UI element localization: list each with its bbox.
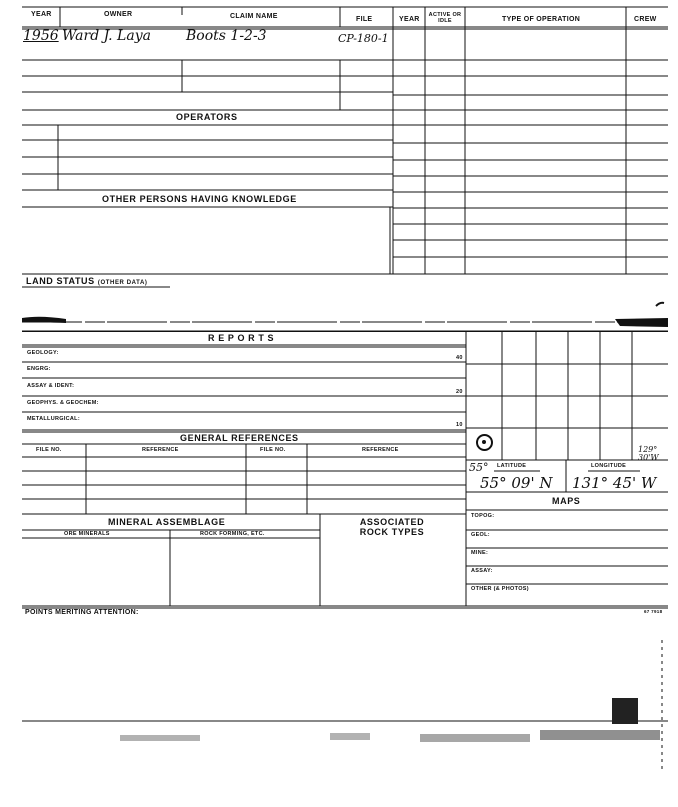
header-file: FILE (356, 16, 373, 23)
longitude-value: 131° 45' W (572, 474, 657, 492)
operators-label: OPERATORS (176, 112, 238, 122)
maps-row-other: OTHER (& PHOTOS) (471, 586, 529, 592)
latitude-label: LATITUDE (497, 463, 527, 469)
reports-title: R E P O R T S (208, 333, 275, 343)
report-num-geology: 40 (456, 355, 463, 361)
longitude-label: LONGITUDE (591, 463, 627, 469)
header-type-of-operation: TYPE OF OPERATION (502, 16, 581, 23)
entry-claim-name: Boots 1-2-3 (186, 28, 267, 44)
ref-col-reference: REFERENCE (142, 447, 179, 453)
associated-rock-types-line2: ROCK TYPES (359, 527, 425, 537)
entry-year: 1956 (23, 28, 59, 44)
report-row-assay: ASSAY & IDENT: (27, 383, 75, 389)
latitude-prefix: 55° (469, 461, 489, 474)
maps-row-assay: ASSAY: (471, 568, 493, 574)
maps-row-topog: TOPOG: (471, 513, 495, 519)
report-num-metallurgical: 10 (456, 422, 463, 428)
corner-note: 129° 30'W (638, 445, 659, 462)
entry-owner: Ward J. Laya (62, 28, 151, 44)
land-status-label (26, 277, 148, 286)
ref-col-file-no: FILE NO. (36, 447, 62, 453)
land-status-sub: (OTHER DATA) (97, 280, 148, 286)
maps-row-geol: GEOL: (471, 532, 490, 538)
report-row-geology: GEOLOGY: (27, 350, 59, 356)
report-row-metallurgical: METALLURGICAL: (27, 416, 80, 422)
mineral-assemblage-title: MINERAL ASSEMBLAGE (108, 517, 226, 527)
maps-row-mine: MINE: (471, 550, 489, 556)
rock-forming-label: ROCK FORMING, ETC. (200, 531, 265, 537)
other-persons-label: OTHER PERSONS HAVING KNOWLEDGE (102, 194, 297, 204)
land-status-title: LAND STATUS (26, 276, 95, 286)
general-references-title: GENERAL REFERENCES (180, 433, 299, 443)
form-number: 67 7918 (644, 609, 663, 614)
report-row-geophys: GEOPHYS. & GEOCHEM: (27, 400, 99, 406)
header-year: YEAR (31, 11, 52, 18)
header-crew: CREW (634, 16, 657, 23)
ore-minerals-label: ORE MINERALS (64, 531, 110, 537)
maps-title: MAPS (552, 496, 581, 506)
ref-col-file-no-2: FILE NO. (260, 447, 286, 453)
header-active-or-idle: ACTIVE OR IDLE (428, 12, 462, 24)
entry-file: CP-180-1 (338, 32, 389, 45)
header-owner: OWNER (104, 11, 133, 18)
report-num-assay: 20 (456, 389, 463, 395)
location-circle-dot (482, 440, 486, 444)
ref-col-reference-2: REFERENCE (362, 447, 399, 453)
points-meriting-attention-label: POINTS MERITING ATTENTION: (25, 609, 139, 616)
report-row-engrg: ENGRG: (27, 366, 51, 372)
associated-rock-types-line1: ASSOCIATED (359, 517, 425, 527)
latitude-value: 55° 09' N (480, 474, 553, 492)
header-year-2: YEAR (399, 16, 420, 23)
header-claim-name: CLAIM NAME (230, 13, 278, 20)
